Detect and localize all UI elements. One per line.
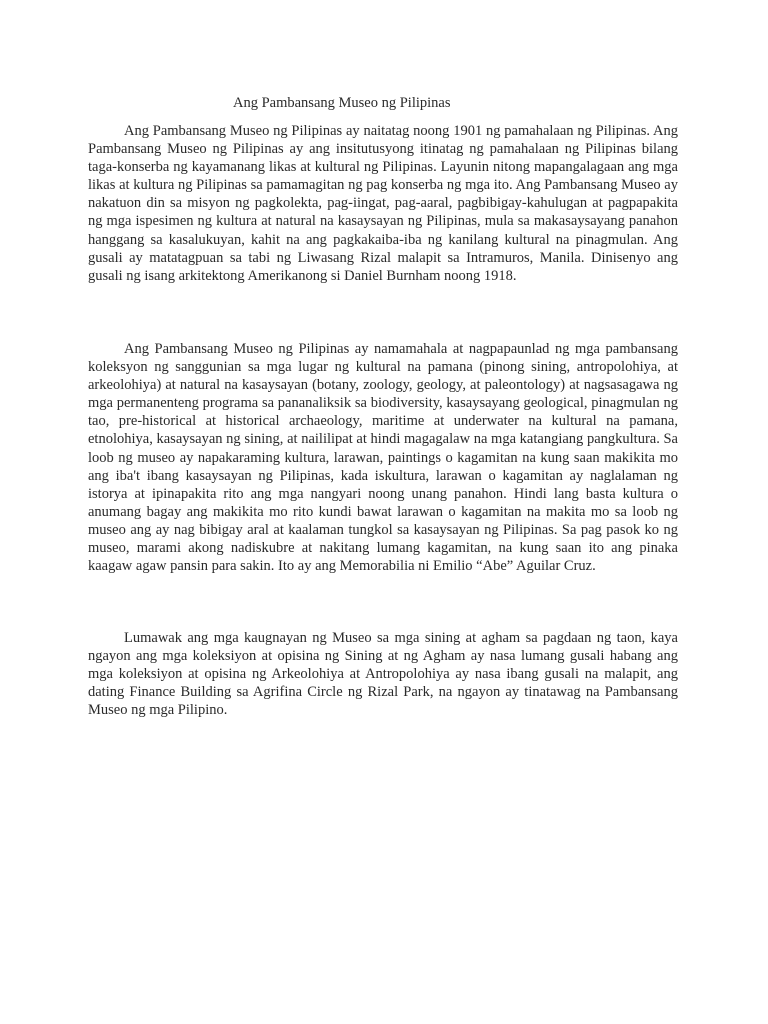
document-title: Ang Pambansang Museo ng Pilipinas — [233, 95, 451, 111]
paragraph-1: Ang Pambansang Museo ng Pilipinas ay naitatag noong 1901 ng pamahalaan ng Pilipinas. Ang Pambansang Museo ng Pilipinas ay ang insitutusyong itinatag ng pamahalaan ng Pilipinas bilang taga-konserba ng kayamanang likas at kultural ng Pilipinas. Layunin nitong mapangalagaan ang mga likas at kultura ng Pilipinas sa pamamagitan ng pag konserba ng mga ito. Ang Pambansang Museo ay nakatuon din sa misyon ng pagkolekta, pag-iingat, pag-aaral, pagbibigay-kahulugan at pagpapakita ng mga ispesimen ng kultura at natural na kasaysayan ng Pilipinas, mula sa makasaysayang panahon hanggang sa kasalukuyan, kahit na ang pagkakaiba-iba ng kanilang kultural na pinagmulan. Ang gusali ay matatagpuan sa tabi ng Liwasang Rizal malapit sa Intramuros, Manila. Dinisenyo ang gusali ng isang arkitektong Amerikanong si Daniel Burnham noong 1918. — [88, 123, 678, 284]
paragraph-3: Lumawak ang mga kaugnayan ng Museo sa mga sining at agham sa pagdaan ng taon, kaya ngayon ang mga koleksiyon at opisina ng Sining at ng Agham ay nasa lumang gusali habang ang mga koleksiyon at opisina ng Arkeolohiya at Antropolohiya ay nasa ibang gusali na malapit, ang dating Finance Building sa Agrifina Circle ng Rizal Park, na ngayon ay tinatawag na Pambansang Museo ng mga Pilipino. — [88, 630, 678, 719]
paragraph-2: Ang Pambansang Museo ng Pilipinas ay namamahala at nagpapaunlad ng mga pambansang koleksyon ng sanggunian sa mga lugar ng kultural na pamana (pinong sining, antropolohiya, at arkeolohiya) at natural na kasaysayan (botany, zoology, geology, at paleontology) at nagsasagawa ng mga permanenteng programa sa pananaliksik sa biodiversity, kasaysayang geological, pinagmulan ng tao, pre-historical at historical archaeology, maritime at underwater na kultural na pamana, etnolohiya, kasaysayan ng sining, at naililipat at hindi magagalaw na mga katangiang pangkultura. Sa loob ng museo ay napakaraming kultura, larawan, paintings o kagamitan na kung saan makikita mo ang iba't ibang kasaysayan ng Pilipinas, kada iskultura, larawan o kagamitan ay naglalaman ng istorya at ipinapakita rito ang mga nangyari noong unang panahon. Hindi lang basta kultura o anumang bagay ang makikita mo rito kundi bawat larawan o kagamitan na makita mo sa loob ng museo ang ay nag bibigay aral at kaalaman tungkol sa kasaysayan ng Pilipinas. Sa pag pasok ko ng museo, marami akong nadiskubre at nakitang lumang kagamitan, na kung saan ito ang pinaka kaagaw agaw pansin para sakin. Ito ay ang Memorabilia ni Emilio “Abe” Aguilar Cruz. — [88, 341, 678, 575]
